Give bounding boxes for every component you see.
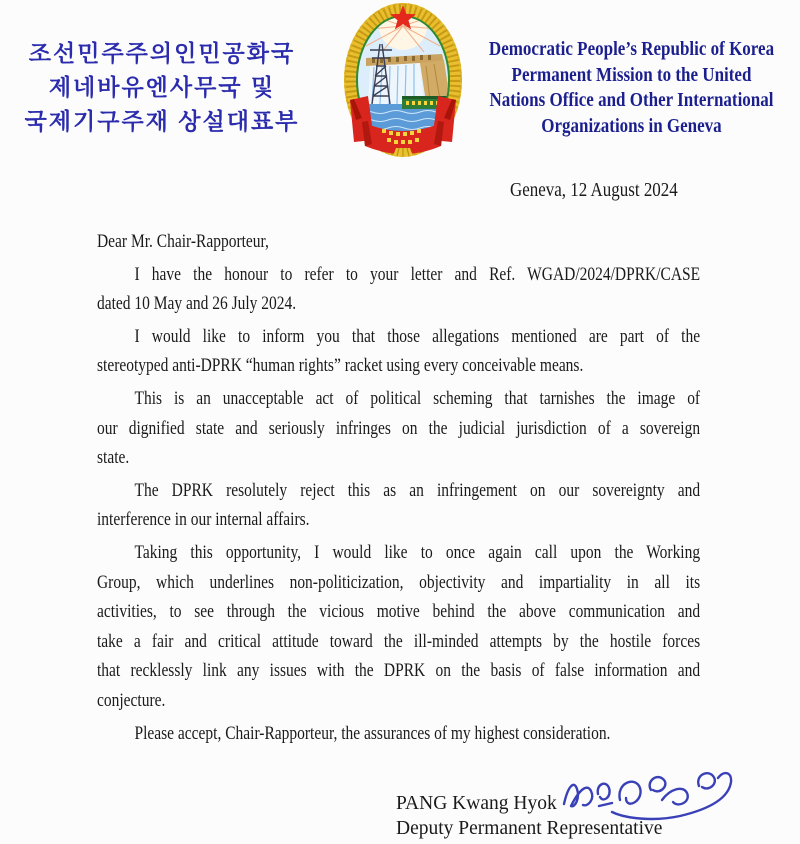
korean-mission-line: 국제기구주재 상설대표부 xyxy=(24,108,300,134)
letter-line: This is an unacceptable act of political scheming that tarnishes the image of xyxy=(134,387,701,409)
english-mission-line: Democratic People’s Republic of Korea xyxy=(488,38,775,60)
english-mission-line: Permanent Mission to the United xyxy=(511,63,752,86)
letter-salutation: Dear Mr. Chair-Rapporteur, xyxy=(97,231,269,252)
letter-body xyxy=(97,227,700,748)
letter-line: Group, which underlines non-politicization, objectivity and impartiality in all its xyxy=(97,571,701,593)
letter-line: dated 10 May and 26 July 2024. xyxy=(97,293,297,315)
signatory-name: PANG Kwang Hyok xyxy=(396,793,557,814)
dateline: Geneva, 12 August 2024 xyxy=(510,180,678,201)
signatory-title: Deputy Permanent Representative xyxy=(396,818,663,839)
letter-line: take a fair and critical attitude toward the ill-minded attempts by the hostile forces xyxy=(97,630,701,652)
letter-line: I have the honour to refer to your letter and Ref. WGAD/2024/DPRK/CASE xyxy=(134,263,701,285)
letter-line: our dignified state and seriously infringes on the judicial jurisdiction of a sovereign xyxy=(97,417,701,439)
letter-closing: Please accept, Chair-Rapporteur, the assurances of my highest consideration. xyxy=(134,722,611,744)
english-mission-name xyxy=(470,37,793,139)
korean-mission-name xyxy=(6,36,318,138)
dprk-national-emblem-icon xyxy=(342,0,464,165)
letter-line: I would like to inform you that those allegations mentioned are part of the xyxy=(134,325,701,347)
english-mission-line: Organizations in Geneva xyxy=(541,114,722,137)
letter-line: state. xyxy=(97,447,130,469)
english-mission-line: Nations Office and Other International xyxy=(489,89,774,111)
letter-line: that recklessly link any issues with the DPRK on the basis of false information and xyxy=(97,660,701,682)
letter-line: stereotyped anti-DPRK “human rights” racket using every conceivable means. xyxy=(97,355,584,377)
letter-line: Taking this opportunity, I would like to once again call upon the Working xyxy=(134,541,701,563)
letter-line: activities, to see through the vicious motive behind the above communication and xyxy=(97,601,701,623)
korean-mission-line: 제네바유엔사무국 및 xyxy=(48,74,276,100)
letter-line: The DPRK resolutely reject this as an infringement on our sovereignty and xyxy=(134,479,701,501)
letter-line: conjecture. xyxy=(97,689,166,711)
letter-line: interference in our internal affairs. xyxy=(97,509,310,531)
korean-mission-line: 조선민주주의인민공화국 xyxy=(28,40,296,66)
emblem-svg xyxy=(342,0,464,160)
signature-block xyxy=(396,791,662,841)
